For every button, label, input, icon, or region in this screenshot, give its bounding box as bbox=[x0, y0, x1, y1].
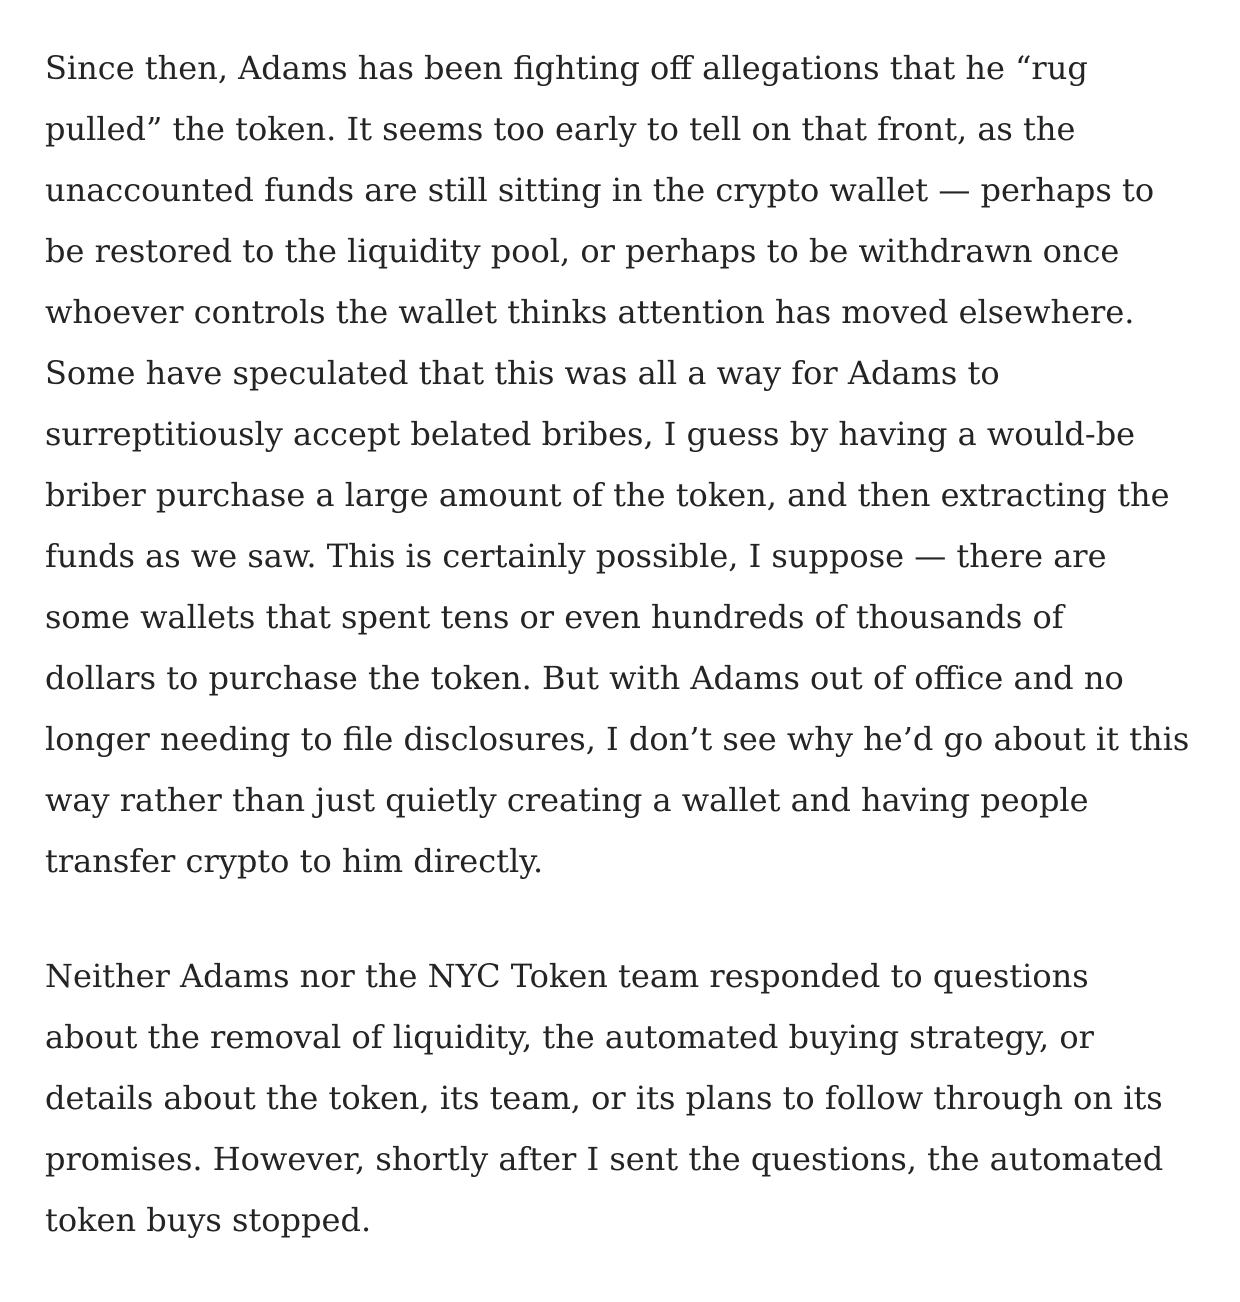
text-line: about the removal of liquidity, the automated buying strategy, or bbox=[45, 1018, 1094, 1056]
text-line: token buys stopped. bbox=[45, 1201, 372, 1239]
text-line: pulled” the token. It seems too early to tell on that front, as the bbox=[45, 110, 1076, 148]
paragraph-rug-pull-allegations bbox=[45, 38, 1205, 892]
text-line: some wallets that spent tens or even hundreds of thousands of bbox=[45, 598, 1064, 636]
text-line: transfer crypto to him directly. bbox=[45, 842, 544, 880]
text-line: unaccounted funds are still sitting in the crypto wallet — perhaps to bbox=[45, 171, 1155, 209]
text-line: longer needing to file disclosures, I don’t see why he’d go about it this bbox=[45, 720, 1190, 758]
text-line: Neither Adams nor the NYC Token team responded to questions bbox=[45, 957, 1089, 995]
text-line: details about the token, its team, or its plans to follow through on its bbox=[45, 1079, 1163, 1117]
text-line: briber purchase a large amount of the token, and then extracting the bbox=[45, 476, 1170, 514]
text-line: surreptitiously accept belated bribes, I guess by having a would-be bbox=[45, 415, 1136, 453]
paragraph-team-response bbox=[45, 946, 1205, 1251]
text-line: promises. However, shortly after I sent the questions, the automated bbox=[45, 1140, 1164, 1178]
text-line: way rather than just quietly creating a wallet and having people bbox=[45, 781, 1089, 819]
text-line: dollars to purchase the token. But with Adams out of office and no bbox=[45, 659, 1124, 697]
article-body bbox=[45, 38, 1205, 1251]
text-line: be restored to the liquidity pool, or perhaps to be withdrawn once bbox=[45, 232, 1120, 270]
text-line: Since then, Adams has been fighting off allegations that he “rug bbox=[45, 49, 1088, 87]
text-line: whoever controls the wallet thinks attention has moved elsewhere. bbox=[45, 293, 1135, 331]
text-line: Some have speculated that this was all a way for Adams to bbox=[45, 354, 1000, 392]
text-line: funds as we saw. This is certainly possible, I suppose — there are bbox=[45, 537, 1107, 575]
